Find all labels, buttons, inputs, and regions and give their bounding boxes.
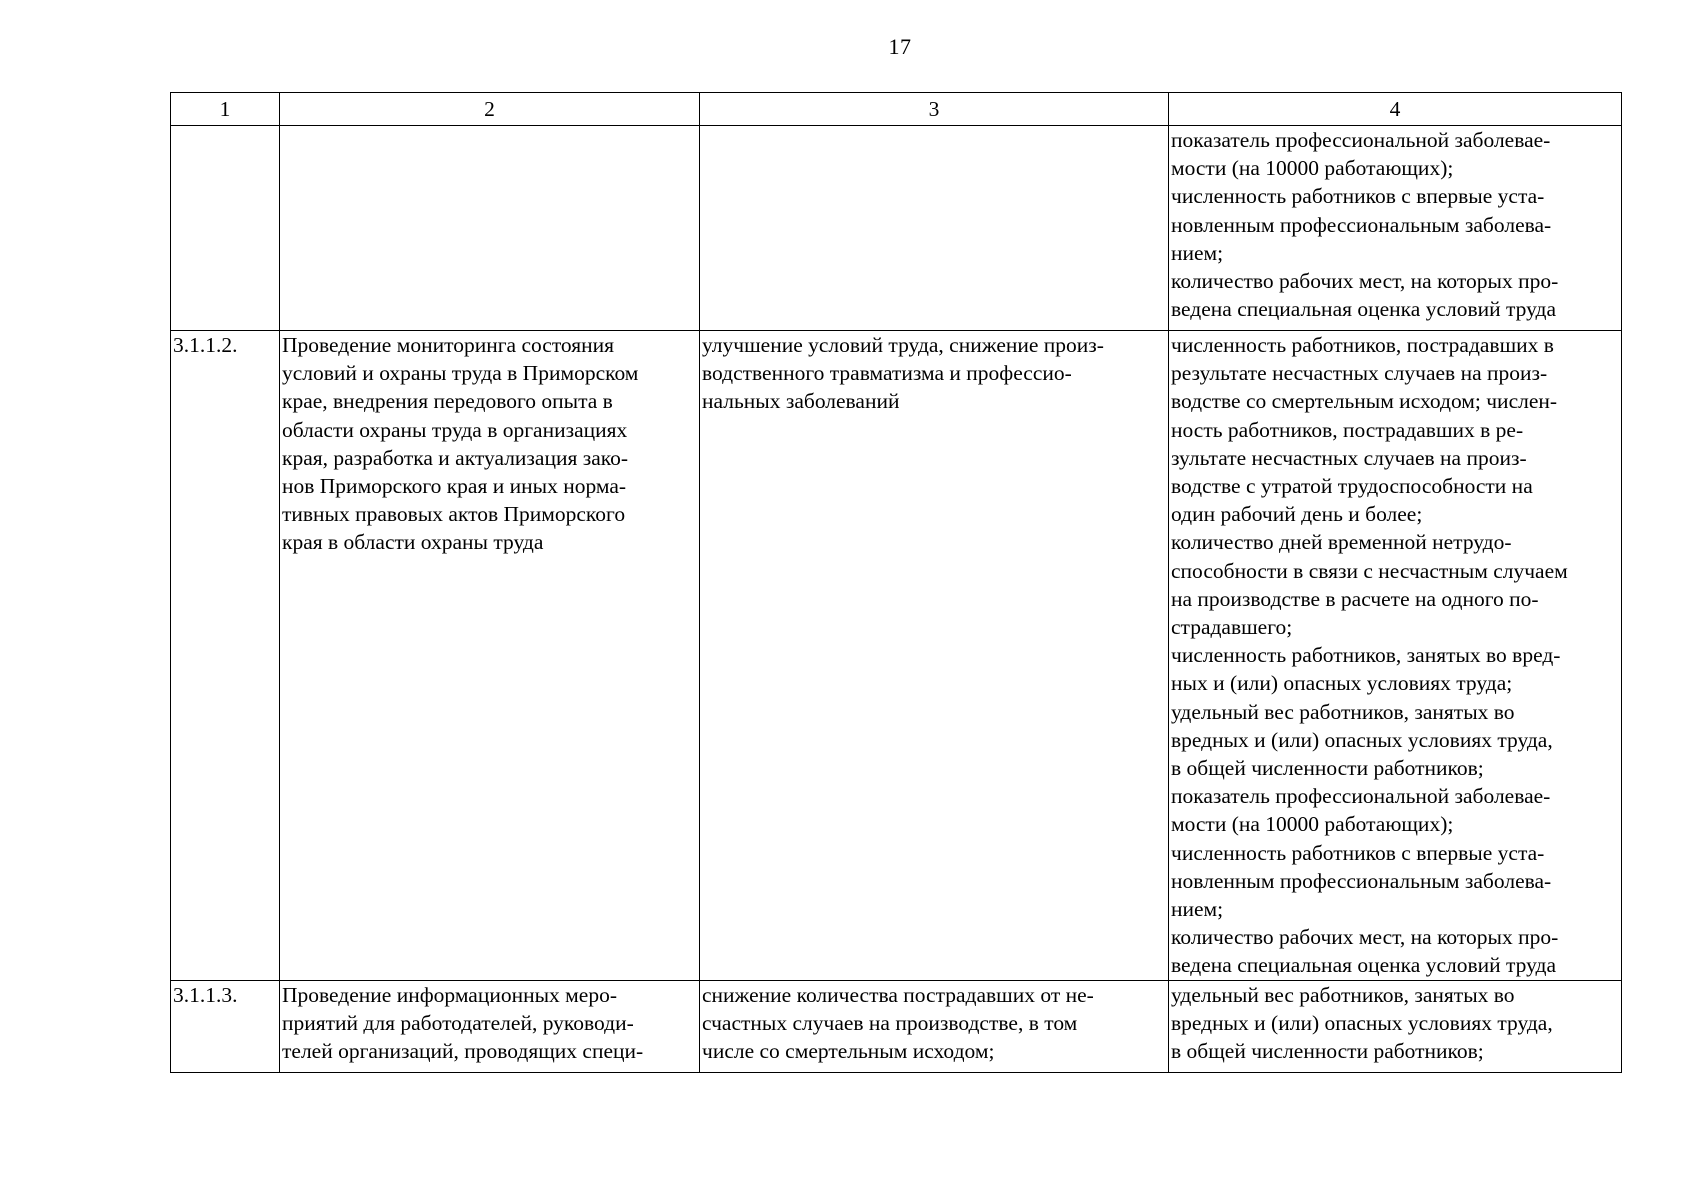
cell-text-line: численность работников, пострадавших в: [1171, 333, 1554, 357]
table-cell-col-2: [280, 331, 700, 981]
cell-text-line: зультате несчастных случаев на произ-: [1171, 445, 1527, 470]
cell-text-line: вредных и (или) опасных условиях труда,: [1171, 727, 1553, 752]
cell-text-line: в общей численности работников;: [1171, 1039, 1484, 1064]
cell-text-line: Проведение мониторинга состояния: [282, 333, 615, 357]
table-cell-col-3: [700, 126, 1169, 331]
cell-text-line: нием;: [1171, 897, 1224, 922]
table-cell-col-3: [700, 980, 1169, 1072]
cell-text-line: счастных случаев на производстве, в том: [702, 1010, 1078, 1035]
header-col-3: 3: [700, 93, 1169, 126]
cell-text-line: Проведение информационных меро-: [282, 982, 617, 1007]
cell-text-line: нов Приморского края и иных норма-: [282, 474, 627, 499]
cell-text-line: показатель профессиональной заболевае-: [1171, 128, 1551, 152]
table-row: [171, 331, 1622, 981]
header-col-2: 2: [280, 93, 700, 126]
cell-text-line: ных и (или) опасных условиях труда;: [1171, 671, 1513, 696]
cell-text-line: вредных и (или) опасных условиях труда,: [1171, 1010, 1553, 1035]
table-cell-col-3: [700, 331, 1169, 981]
cell-text-line: 3.1.1.3.: [173, 982, 238, 1007]
cell-text-line: приятий для работодателей, руководи-: [282, 1010, 634, 1035]
table-header-row: [171, 93, 1622, 126]
cell-text-line: ведена специальная оценка условий труда: [1171, 953, 1557, 978]
page-number: 17: [888, 34, 912, 59]
cell-text-line: в общей численности работников;: [1171, 756, 1484, 781]
cell-text-line: водстве с утратой трудоспособности на: [1171, 474, 1533, 499]
cell-text-line: водстве со смертельным исходом; числен-: [1171, 389, 1558, 414]
cell-text-line: числе со смертельным исходом;: [702, 1039, 995, 1064]
cell-text-line: на производстве в расчете на одного по-: [1171, 586, 1539, 611]
cell-text-line: удельный вес работников, занятых во: [1171, 982, 1515, 1007]
cell-text-line: численность работников с впервые уста-: [1171, 840, 1545, 865]
cell-text-line: края, разработка и актуализация зако-: [282, 445, 629, 470]
cell-text-line: количество рабочих мест, на которых про-: [1171, 925, 1559, 950]
cell-text-line: результате несчастных случаев на произ-: [1171, 361, 1548, 386]
cell-text-line: области охраны труда в организациях: [282, 417, 628, 442]
cell-text-line: численность работников с впервые уста-: [1171, 184, 1545, 209]
cell-text-line: 3.1.1.2.: [173, 333, 238, 357]
table-cell-col-2: [280, 980, 700, 1072]
table-cell-col-1: [171, 126, 280, 331]
cell-text-line: нальных заболеваний: [702, 389, 900, 414]
cell-text-line: один рабочий день и более;: [1171, 502, 1423, 527]
cell-text-line: численность работников, занятых во вред-: [1171, 643, 1561, 668]
cell-text-line: новленным профессиональным заболева-: [1171, 868, 1552, 893]
cell-text-line: водственного травматизма и профессио-: [702, 361, 1072, 386]
header-col-1: 1: [171, 93, 280, 126]
cell-text-line: снижение количества пострадавших от не-: [702, 982, 1094, 1007]
table-cell-col-4: [1169, 980, 1622, 1072]
cell-text-line: новленным профессиональным заболева-: [1171, 212, 1552, 237]
cell-text-line: мости (на 10000 работающих);: [1171, 156, 1454, 181]
cell-text-line: мости (на 10000 работающих);: [1171, 812, 1454, 837]
table-cell-col-4: [1169, 126, 1622, 331]
cell-text-line: удельный вес работников, занятых во: [1171, 699, 1515, 724]
cell-text-line: способности в связи с несчастным случаем: [1171, 558, 1568, 583]
cell-text-line: условий и охраны труда в Приморском: [282, 361, 639, 386]
cell-text-line: количество дней временной нетрудо-: [1171, 530, 1512, 555]
cell-text-line: страдавшего;: [1171, 615, 1293, 640]
table-cell-col-4: [1169, 331, 1622, 981]
cell-text-line: нием;: [1171, 240, 1224, 265]
cell-text-line: количество рабочих мест, на которых про-: [1171, 269, 1559, 294]
cell-text-line: ведена специальная оценка условий труда: [1171, 297, 1557, 322]
cell-text-line: улучшение условий труда, снижение произ-: [702, 333, 1104, 357]
measures-table: [170, 92, 1622, 1073]
header-col-4: 4: [1169, 93, 1622, 126]
table-cell-col-2: [280, 126, 700, 331]
table-cell-col-1: [171, 331, 280, 981]
cell-text-line: ность работников, пострадавших в ре-: [1171, 417, 1524, 442]
table-cell-col-1: [171, 980, 280, 1072]
table-row: [171, 126, 1622, 331]
cell-text-line: телей организаций, проводящих специ-: [282, 1039, 644, 1064]
cell-text-line: тивных правовых актов Приморского: [282, 502, 626, 527]
cell-text-line: показатель профессиональной заболевае-: [1171, 784, 1551, 809]
table-row: [171, 980, 1622, 1072]
cell-text-line: крае, внедрения передового опыта в: [282, 389, 613, 414]
cell-text-line: края в области охраны труда: [282, 530, 544, 555]
